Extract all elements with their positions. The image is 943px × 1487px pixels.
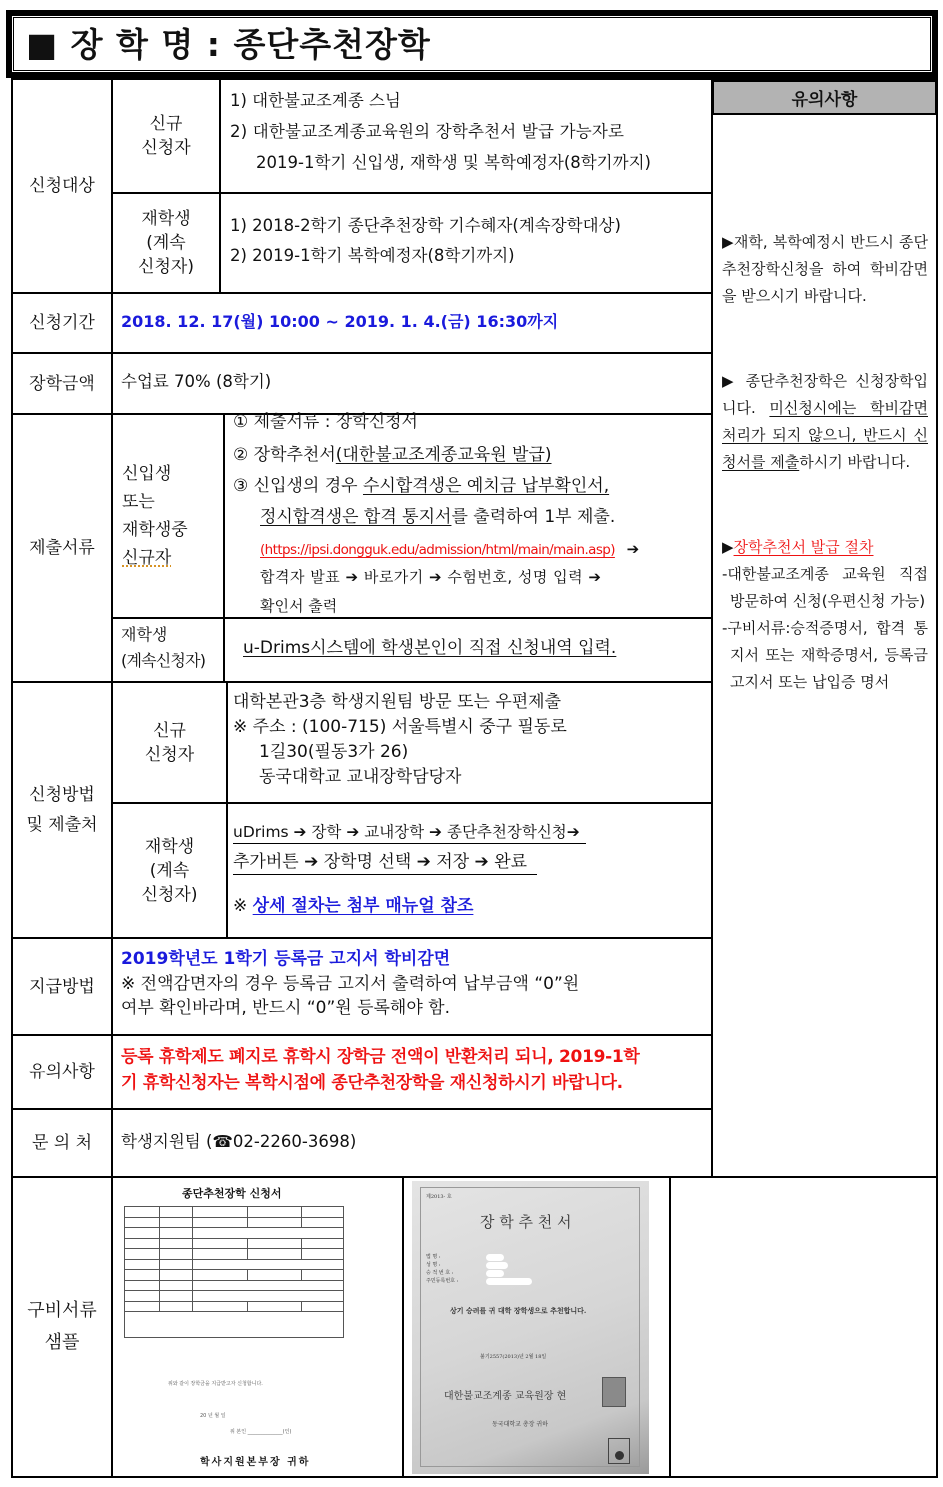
note-item: -구비서류:승적증명서, 합격 통지서 또는 재학증명서, 등록금고지서 또는 납입증 명서 bbox=[722, 619, 928, 691]
target-continuing-item-1: 1) 2018-2학기 종단추천장학 기수혜자(계속장학대상) bbox=[230, 216, 621, 235]
note-1: ▶재학, 복학예정시 반드시 종단추천장학신청을 하여 학비감면을 받으시기 바랍니다. bbox=[722, 233, 928, 305]
title-banner bbox=[6, 10, 938, 78]
target-new-label bbox=[113, 80, 219, 192]
label-line: 신입생 bbox=[122, 464, 172, 484]
label-line: 및 제출처 bbox=[26, 815, 98, 835]
label-line: 재학생 bbox=[141, 209, 191, 229]
official-seal bbox=[602, 1377, 626, 1407]
samples-label bbox=[13, 1178, 111, 1476]
documents-item-1: ① 제출서류 : 장학신청서 bbox=[233, 412, 418, 432]
label-line: (계속 bbox=[146, 233, 186, 253]
udrims-steps-1: uDrims ➔ 장학 ➔ 교내장학 ➔ 종단추천장학신청➔ bbox=[233, 821, 586, 844]
item-underlined: 정시합격생은 합격 통지서 bbox=[260, 507, 452, 527]
target-continuing-item-2: 2) 2019-1학기 복학예정자(8학기까지) bbox=[230, 246, 515, 265]
label-line: (계속신청자) bbox=[121, 651, 206, 670]
target-continuing-label bbox=[113, 194, 219, 292]
item-text: ③ 신입생의 경우 bbox=[233, 476, 363, 496]
payment-headline: 2019학년도 1학기 등록금 고지서 학비감면 bbox=[121, 949, 451, 969]
field: 승 적 번 호 : bbox=[426, 1270, 454, 1276]
target-new-item-1: 1) 대한불교조계종 스님 bbox=[230, 91, 401, 110]
label-line: 신규 bbox=[153, 720, 186, 741]
payment-label: 지급방법 bbox=[29, 976, 95, 997]
method-continuing-label bbox=[113, 804, 226, 937]
amount-label: 장학금액 bbox=[29, 373, 95, 394]
label-line: 신청자) bbox=[141, 884, 198, 905]
caution-line-1: 등록 휴학제도 폐지로 휴학시 장학금 전액이 반환처리 되니, 2019-1학 bbox=[121, 1047, 640, 1067]
caution-line-2: 기 휴학신청자는 복학시점에 종단추천장학을 재신청하시기 바랍니다. bbox=[121, 1073, 623, 1093]
form-footer: 학사지원본부장 귀하 bbox=[200, 1457, 311, 1468]
period-label: 신청기간 bbox=[29, 313, 95, 333]
label-line: 재학생중 bbox=[122, 520, 188, 540]
letter-issuer: 대한불교조계종 교육원장 현 bbox=[444, 1391, 567, 1402]
label-line: 구비서류 bbox=[27, 1300, 97, 1321]
field: 주민등록번호 : bbox=[426, 1278, 459, 1284]
field: 성 명 : bbox=[426, 1262, 441, 1268]
caution-label: 유의사항 bbox=[29, 1062, 95, 1082]
documents-steps-last: 확인서 출력 bbox=[260, 597, 338, 615]
item-text: 를 출력하여 1부 제출. bbox=[451, 507, 616, 527]
method-recipient: 동국대학교 교내장학담당자 bbox=[259, 767, 462, 787]
label-line: 신청자 bbox=[141, 138, 191, 158]
documents-item-3-line2 bbox=[260, 505, 615, 529]
documents-item-2 bbox=[233, 443, 552, 467]
target-label: 신청대상 bbox=[29, 176, 95, 196]
target-new-item-2-cont: 2019-1학기 신입생, 재학생 및 복학예정자(8학기까지) bbox=[256, 153, 651, 172]
contact-value: 학생지원팀 (☎02-2260-3698) bbox=[121, 1132, 357, 1151]
documents-steps: 합격자 발표 ➔ 바로가기 ➔ 수험번호, 성명 입력 ➔ bbox=[260, 568, 602, 586]
item-text: ② 장학추천서 bbox=[233, 445, 336, 465]
documents-item-3 bbox=[233, 474, 609, 498]
field: 법 명 : bbox=[426, 1254, 441, 1260]
manual-link[interactable]: 상세 절차는 첨부 매뉴얼 참조 bbox=[252, 896, 474, 916]
letter-sentence: 상기 승려를 귀 대학 장학생으로 추천합니다. bbox=[450, 1306, 587, 1315]
method-new-lines bbox=[233, 690, 567, 790]
letter-date: 불기2557(2013)년 2월 18일 bbox=[480, 1354, 547, 1360]
admission-url-link[interactable]: (https://ipsi.dongguk.edu/admission/html/main/main.asp) bbox=[260, 542, 615, 558]
notes-header: 유의사항 bbox=[712, 80, 937, 115]
letter-title: 장 학 추 천 서 bbox=[480, 1213, 572, 1231]
letter-fields bbox=[426, 1253, 458, 1285]
admission-url-line bbox=[260, 537, 639, 562]
note-2 bbox=[722, 368, 928, 476]
payment-note-2: 여부 확인바라며, 반드시 “0”원 등록해야 함. bbox=[121, 998, 451, 1018]
letter-number: 제2013- 호 bbox=[426, 1194, 452, 1200]
label-line: 신청자 bbox=[144, 744, 195, 765]
label-line: 신청방법 bbox=[29, 785, 95, 805]
note-3 bbox=[722, 534, 928, 696]
note-item: -대한불교조계종 교육원 직접 방문하여 신청(우편신청 가능) bbox=[722, 565, 928, 610]
method-address: ※ 주소 : (100-715) 서울특별시 중구 필동로 bbox=[233, 717, 567, 737]
label-line: 또는 bbox=[122, 492, 155, 512]
note-mark: ※ bbox=[233, 896, 253, 916]
target-new-item-2: 2) 대한불교조계종교육원의 장학추천서 발급 가능자로 bbox=[230, 122, 625, 141]
form-date: 20 년 월 일 bbox=[200, 1413, 226, 1419]
label-line: 재학생 bbox=[144, 836, 195, 857]
form-title: 종단추천장학 신청서 bbox=[182, 1187, 282, 1200]
letter-recipient: 동국대학교 총장 귀하 bbox=[492, 1421, 548, 1428]
contact-label: 문 의 처 bbox=[31, 1133, 93, 1153]
payment-note-1: ※ 전액감면자의 경우 등록금 고지서 출력하여 납부금액 “0”원 bbox=[121, 974, 580, 994]
label-line: 신청자) bbox=[138, 257, 194, 277]
method-line: 대학본관3층 학생지원팀 방문 또는 우편제출 bbox=[233, 692, 562, 712]
form-signature: 위 본인 ______________(인) bbox=[230, 1429, 292, 1435]
documents-continuing-label bbox=[121, 622, 205, 674]
sample-application-form-image bbox=[120, 1180, 402, 1475]
documents-label: 제출서류 bbox=[29, 538, 95, 558]
note-text: ▶ 종단추천장학은 신청장학입니다. bbox=[722, 372, 928, 417]
label-line: 신규자 bbox=[122, 548, 172, 568]
triangle-icon: ▶ bbox=[722, 538, 734, 556]
method-label bbox=[13, 683, 111, 937]
udrims-steps-2: 추가버튼 ➔ 장학명 선택 ➔ 저장 ➔ 완료 bbox=[233, 850, 537, 875]
note-text: 하시기 바랍니다. bbox=[799, 453, 911, 471]
method-address-cont: 1길30(필동3가 26) bbox=[259, 742, 409, 762]
item-underlined: 수시합격생은 예치금 납부확인서, bbox=[362, 476, 610, 496]
form-table bbox=[124, 1206, 344, 1338]
period-value: 2018. 12. 17(월) 10:00 ~ 2019. 1. 4.(금) 16:30까지 bbox=[121, 312, 559, 331]
documents-new-label bbox=[122, 460, 188, 572]
note-underlined: 미신청시에는 학비감면 처리가 되지 않으니, 반드시 신청서를 제출 bbox=[722, 399, 928, 471]
manual-reference bbox=[233, 894, 473, 918]
label-line: 샘플 bbox=[44, 1332, 80, 1353]
sample-recommendation-letter-image bbox=[412, 1181, 649, 1474]
arrow-icon: ➔ bbox=[626, 540, 639, 558]
method-new-label bbox=[113, 683, 226, 802]
label-line: 신규 bbox=[149, 114, 183, 134]
page-title: ■ 장 학 명 : 종단추천장학 bbox=[26, 25, 431, 64]
documents-continuing-value: u-Drims시스템에 학생본인이 직접 신청내역 입력. bbox=[243, 638, 617, 658]
item-underlined: (대한불교조계종교육원 발급) bbox=[335, 445, 552, 465]
note-heading: 장학추천서 발급 절차 bbox=[733, 538, 874, 556]
label-line: 재학생 bbox=[121, 625, 168, 644]
amount-value: 수업료 70% (8학기) bbox=[121, 372, 272, 391]
stamp-box bbox=[608, 1438, 630, 1464]
form-statement: 위와 같이 장학금을 지급받고자 신청합니다. bbox=[168, 1381, 263, 1387]
label-line: (계속 bbox=[149, 860, 190, 881]
